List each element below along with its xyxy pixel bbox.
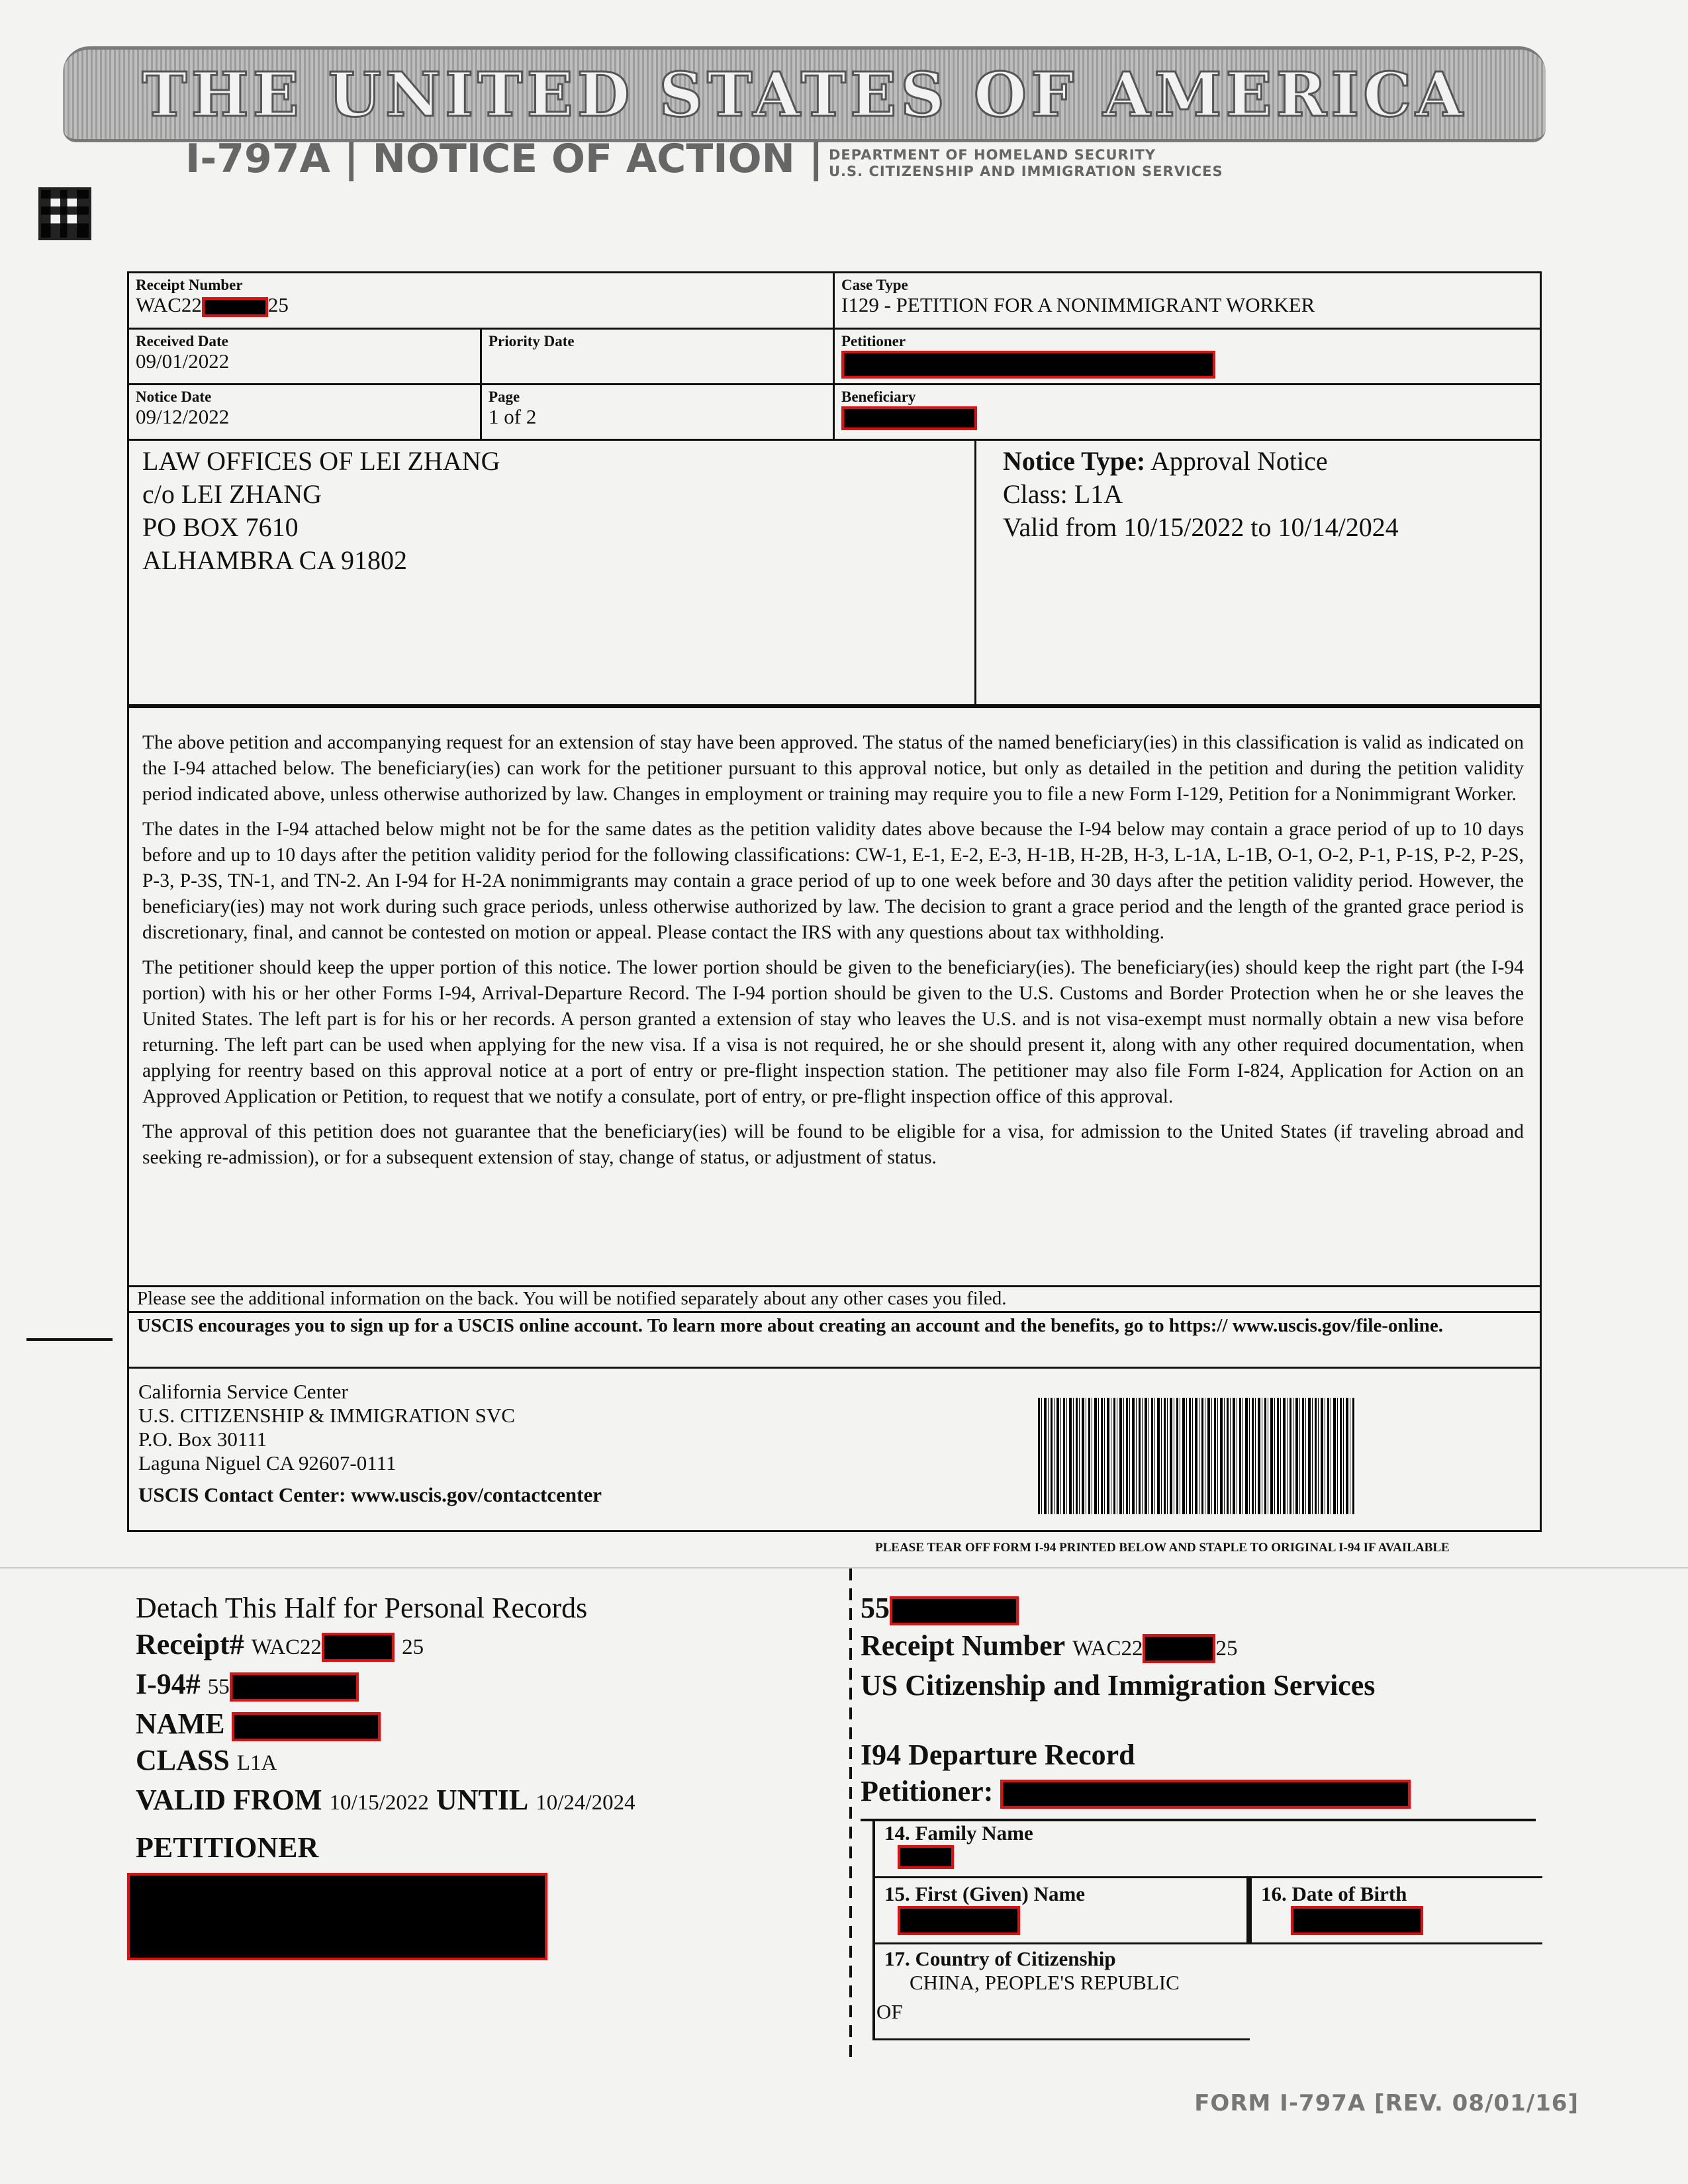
case-info-grid: [127, 271, 1542, 708]
valid-from-value: 10/15/2022: [329, 1791, 429, 1815]
given-name-field: [872, 1878, 1253, 1944]
body-paragraph: The petitioner should keep the upper portion of this notice. The lower portion should be given to the beneficiary(ies). The beneficiary(ies) should keep the right part (the I-94 portion) with his or her other Forms I-94, Arrival-Departure Record. The I-94 portion should be given to the U.S. Customs and Border Protection when he or she leaves the United States. The left part is for his or her records. A person granted a extension of stay who leaves the U.S. and is not visa-exempt must normally obtain a new visa before returning. The left part can be used when applying for the new visa. If a visa is not required, he or she should present it, along with any other required documentation, when applying for reentry based on this approval notice at a port of entry or pre-flight inspection station. The petitioner may also file Form I-824, Application for Action on an Approved Application or Petition, to request that we notify a consulate, port of entry, or pre-flight inspection office of this approval.: [142, 957, 1524, 1107]
i94-fields: [861, 1819, 1542, 2050]
dob-field: [1246, 1878, 1542, 1944]
mailing-address-cell: [129, 441, 976, 706]
body-paragraph: The dates in the I-94 attached below might not be for the same dates as the petition validity dates above because the I-94 below may contain a grace period of up to 10 days before and up to 10 days after the petition validity period for the following classifications: CW-1, E-1, E-2, E-3, H-1B, H-2B, H-3, L-1A, L-1B, O-1, O-2, P-1, P-1S, P-2, P-2S, P-3, P-3S, TN-1, and TN-2. An I-94 for H-2A nonimmigrants may contain a grace period of up to one week before and 30 days after the petition validity period. However, the beneficiary(ies) may not work during such grace periods, unless otherwise authorized by law. The decision to grant a grace period and the length of the granted grace period is discretionary, final, and cannot be contested on motion or appeal. Please contact the IRS with any questions about tax withholding.: [142, 819, 1524, 943]
name-label: NAME: [136, 1707, 225, 1740]
i94-prefix: 55: [207, 1675, 230, 1699]
notice-body: [127, 706, 1542, 1287]
receipt-suffix: 25: [267, 293, 289, 316]
receipt-prefix: WAC22: [251, 1635, 322, 1659]
agency-name: [829, 147, 1223, 180]
agency-line-2: U.S. CITIZENSHIP AND IMMIGRATION SERVICES: [829, 163, 1223, 179]
i94-prefix: 55: [861, 1592, 890, 1624]
online-account-text: USCIS encourages you to sign up for a USCIS online account. To learn more about creating an account and the benefits, go to https:// www.uscis.gov/file-online.: [137, 1315, 1443, 1336]
family-name-field: [872, 1819, 1542, 1878]
service-center-line: U.S. CITIZENSHIP & IMMIGRATION SVC: [138, 1404, 515, 1427]
redaction: [202, 297, 268, 317]
departure-record-stub: [861, 1590, 1542, 1809]
redaction: [1143, 1634, 1215, 1663]
receipt-number-cell: [129, 273, 835, 330]
priority-date-cell: [482, 330, 835, 385]
case-type-value: I129 - PETITION FOR A NONIMMIGRANT WORKER: [841, 293, 1315, 316]
banner-text: THE UNITED STATES OF AMERICA: [142, 58, 1467, 130]
personal-records-stub: [136, 1590, 824, 1866]
page-label: Page: [489, 388, 520, 405]
redaction: [232, 1712, 381, 1741]
beneficiary-cell: [835, 385, 1542, 441]
class-label: CLASS: [136, 1744, 230, 1776]
address-line: LAW OFFICES OF LEI ZHANG: [142, 446, 500, 476]
online-account-row: [127, 1311, 1542, 1369]
valid-until-value: 10/24/2024: [536, 1791, 635, 1815]
margin-line: [26, 1338, 113, 1341]
tear-off-instruction: PLEASE TEAR OFF FORM I-94 PRINTED BELOW AND STAPLE TO ORIGINAL I-94 IF AVAILABLE: [875, 1541, 1450, 1555]
until-label: UNTIL: [436, 1784, 529, 1816]
validity-line: Valid from 10/15/2022 to 10/14/2024: [1003, 512, 1399, 542]
received-date-value: 09/01/2022: [136, 349, 230, 373]
service-center-line: Laguna Niguel CA 92607-0111: [138, 1451, 397, 1475]
service-center-line: California Service Center: [138, 1380, 348, 1403]
redaction: [841, 351, 1215, 379]
notice-date-value: 09/12/2022: [136, 405, 230, 428]
petitioner-cell: [835, 330, 1542, 385]
receipt-number-label: Receipt Number: [136, 277, 243, 293]
case-type-cell: [835, 273, 1542, 330]
form-revision: FORM I-797A [REV. 08/01/16]: [1194, 2090, 1579, 2116]
receipt-suffix: 25: [402, 1635, 424, 1659]
received-date-cell: [129, 330, 482, 385]
citizenship-label: 17. Country of Citizenship: [884, 1947, 1116, 1970]
redaction: [127, 1873, 547, 1960]
receipt-label: Receipt#: [136, 1628, 244, 1661]
redaction: [230, 1672, 359, 1702]
redaction: [898, 1906, 1020, 1935]
receipt-prefix: WAC22: [1072, 1637, 1143, 1661]
class-value: L1A: [236, 1751, 277, 1775]
agency-name: US Citizenship and Immigration Services: [861, 1669, 1376, 1702]
i94-label: I-94#: [136, 1668, 201, 1700]
perforation-line: [849, 1569, 852, 2058]
petitioner-label: PETITIONER: [136, 1831, 319, 1864]
given-name-label: 15. First (Given) Name: [884, 1882, 1086, 1905]
receipt-suffix: 25: [1215, 1637, 1238, 1661]
agency-line-1: DEPARTMENT OF HOMELAND SECURITY: [829, 147, 1156, 163]
petitioner-label: Petitioner:: [861, 1775, 994, 1807]
notice-date-cell: [129, 385, 482, 441]
notice-type-label: Notice Type:: [1003, 446, 1146, 476]
page-value: 1 of 2: [489, 405, 537, 428]
priority-date-label: Priority Date: [489, 333, 575, 349]
received-date-label: Received Date: [136, 333, 228, 349]
redaction: [1000, 1780, 1411, 1809]
class-line: Class: L1A: [1003, 479, 1123, 509]
case-type-label: Case Type: [841, 277, 908, 293]
redaction: [890, 1596, 1019, 1625]
form-title: I-797A | NOTICE OF ACTION |: [185, 136, 823, 182]
receipt-number-label: Receipt Number: [861, 1629, 1066, 1662]
beneficiary-label: Beneficiary: [841, 388, 916, 405]
stub-heading: Detach This Half for Personal Records: [136, 1592, 588, 1624]
redaction: [1291, 1906, 1423, 1935]
barcode-icon: [1038, 1398, 1356, 1514]
dob-label: 16. Date of Birth: [1261, 1882, 1407, 1905]
contact-center[interactable]: USCIS Contact Center: www.uscis.gov/contactcenter: [138, 1483, 602, 1506]
record-title: I94 Departure Record: [861, 1739, 1135, 1771]
redaction: [898, 1845, 954, 1869]
notice-type-value: Approval Notice: [1150, 446, 1328, 476]
country-banner: [63, 46, 1546, 142]
redaction: [322, 1633, 395, 1662]
valid-from-label: VALID FROM: [136, 1784, 322, 1816]
citizenship-field: [872, 1944, 1250, 2040]
body-paragraph: The above petition and accompanying request for an extension of stay have been approved. The status of the named beneficiary(ies) in this classification is valid as indicated on the I-94 attached below. The beneficiary(ies) can work for the petitioner pursuant to this approval notice, but only as detailed in the petition and during the petition validity period indicated above, unless otherwise authorized by law. Changes in employment or training may require you to file a new Form I-129, Petition for a Nonimmigrant Worker.: [142, 732, 1524, 805]
qr-code-icon: [38, 187, 91, 240]
notice-type-cell: [976, 441, 1542, 706]
address-line: PO BOX 7610: [142, 512, 299, 542]
address-line: ALHAMBRA CA 91802: [142, 545, 408, 575]
petitioner-label: Petitioner: [841, 333, 906, 349]
citizenship-value-cont: OF: [876, 2000, 903, 2023]
notice-date-label: Notice Date: [136, 388, 212, 405]
additional-info-text: Please see the additional information on the back. You will be notified separately about any other cases you filed.: [137, 1288, 1007, 1309]
body-paragraph: The approval of this petition does not guarantee that the beneficiary(ies) will be found to be eligible for a visa, for admission to the United States (if traveling abroad and seeking re-admission), or for a subsequent extension of stay, change of status, or adjustment of status.: [142, 1121, 1524, 1168]
redaction: [841, 406, 977, 430]
page-cell: [482, 385, 835, 441]
receipt-prefix: WAC22: [136, 293, 202, 316]
family-name-label: 14. Family Name: [884, 1821, 1033, 1844]
address-line: c/o LEI ZHANG: [142, 479, 322, 509]
fold-line: [0, 1567, 1688, 1569]
service-center-line: P.O. Box 30111: [138, 1428, 267, 1451]
citizenship-value: CHINA, PEOPLE'S REPUBLIC: [910, 1971, 1180, 1994]
additional-info-row: [127, 1285, 1542, 1313]
